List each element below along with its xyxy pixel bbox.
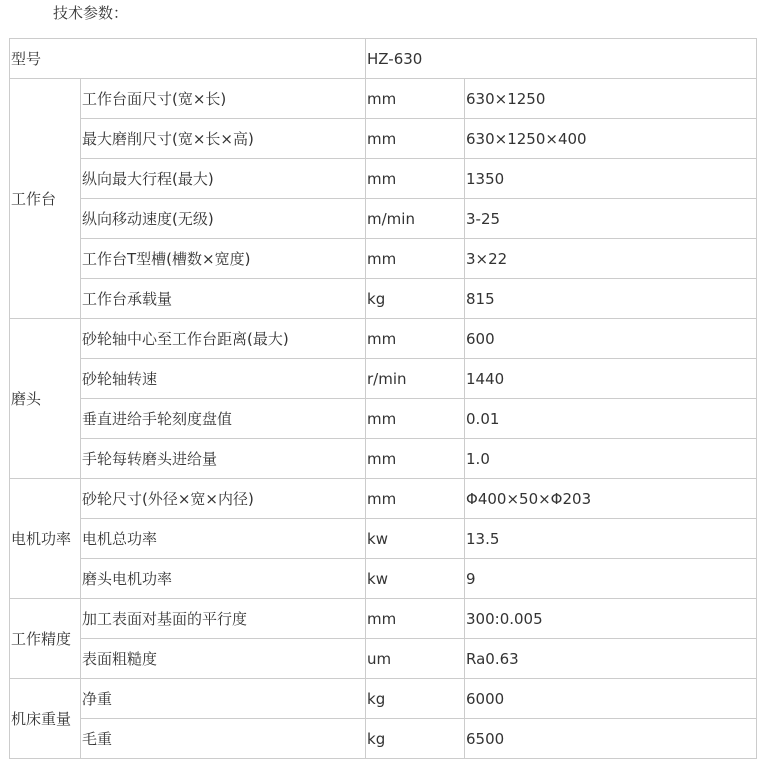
section-heading: 技术参数： xyxy=(53,4,129,22)
value-cell: 600 xyxy=(465,319,757,359)
unit-cell: kg xyxy=(366,719,465,759)
value-cell: 630×1250 xyxy=(465,79,757,119)
spec-table-body xyxy=(10,39,757,759)
value-cell: Ra0.63 xyxy=(465,639,757,679)
unit-cell: mm xyxy=(366,399,465,439)
unit-cell: mm xyxy=(366,439,465,479)
model-value: HZ-630 xyxy=(366,39,757,79)
table-row xyxy=(10,519,757,559)
value-cell: 6000 xyxy=(465,679,757,719)
table-row xyxy=(10,639,757,679)
value-cell: 815 xyxy=(465,279,757,319)
value-cell: 13.5 xyxy=(465,519,757,559)
table-row xyxy=(10,279,757,319)
unit-cell: mm xyxy=(366,119,465,159)
value-cell: 3×22 xyxy=(465,239,757,279)
param-cell: 磨头电机功率 xyxy=(81,559,366,599)
unit-cell: mm xyxy=(366,319,465,359)
param-cell: 砂轮轴转速 xyxy=(81,359,366,399)
param-cell: 垂直进给手轮刻度盘值 xyxy=(81,399,366,439)
table-row xyxy=(10,599,757,639)
spec-table xyxy=(9,38,757,759)
unit-cell: kg xyxy=(366,279,465,319)
group-label: 电机功率 xyxy=(10,479,81,599)
table-row xyxy=(10,479,757,519)
value-cell: 1.0 xyxy=(465,439,757,479)
param-cell: 纵向最大行程(最大) xyxy=(81,159,366,199)
param-cell: 毛重 xyxy=(81,719,366,759)
table-row xyxy=(10,559,757,599)
value-cell: 630×1250×400 xyxy=(465,119,757,159)
group-label: 工作台 xyxy=(10,79,81,319)
table-row xyxy=(10,199,757,239)
table-row xyxy=(10,439,757,479)
param-cell: 加工表面对基面的平行度 xyxy=(81,599,366,639)
table-row xyxy=(10,239,757,279)
unit-cell: mm xyxy=(366,479,465,519)
table-row xyxy=(10,399,757,439)
value-cell: 300:0.005 xyxy=(465,599,757,639)
value-cell: 9 xyxy=(465,559,757,599)
table-row xyxy=(10,159,757,199)
table-row xyxy=(10,679,757,719)
group-label: 工作精度 xyxy=(10,599,81,679)
unit-cell: m/min xyxy=(366,199,465,239)
unit-cell: kw xyxy=(366,559,465,599)
value-cell: 1440 xyxy=(465,359,757,399)
value-cell: 0.01 xyxy=(465,399,757,439)
model-row xyxy=(10,39,757,79)
value-cell: 3-25 xyxy=(465,199,757,239)
param-cell: 工作台面尺寸(宽×长) xyxy=(81,79,366,119)
group-label: 磨头 xyxy=(10,319,81,479)
param-cell: 纵向移动速度(无级) xyxy=(81,199,366,239)
value-cell: Φ400×50×Φ203 xyxy=(465,479,757,519)
param-cell: 工作台T型槽(槽数×宽度) xyxy=(81,239,366,279)
param-cell: 砂轮轴中心至工作台距离(最大) xyxy=(81,319,366,359)
unit-cell: mm xyxy=(366,599,465,639)
table-row xyxy=(10,79,757,119)
unit-cell: r/min xyxy=(366,359,465,399)
unit-cell: um xyxy=(366,639,465,679)
param-cell: 电机总功率 xyxy=(81,519,366,559)
param-cell: 最大磨削尺寸(宽×长×高) xyxy=(81,119,366,159)
param-cell: 表面粗糙度 xyxy=(81,639,366,679)
unit-cell: mm xyxy=(366,239,465,279)
unit-cell: kg xyxy=(366,679,465,719)
group-label: 机床重量 xyxy=(10,679,81,759)
table-row xyxy=(10,119,757,159)
unit-cell: mm xyxy=(366,79,465,119)
unit-cell: kw xyxy=(366,519,465,559)
value-cell: 1350 xyxy=(465,159,757,199)
model-label: 型号 xyxy=(10,39,366,79)
table-row xyxy=(10,719,757,759)
param-cell: 工作台承载量 xyxy=(81,279,366,319)
param-cell: 砂轮尺寸(外径×宽×内径) xyxy=(81,479,366,519)
table-row xyxy=(10,319,757,359)
unit-cell: mm xyxy=(366,159,465,199)
param-cell: 净重 xyxy=(81,679,366,719)
table-row xyxy=(10,359,757,399)
param-cell: 手轮每转磨头进给量 xyxy=(81,439,366,479)
value-cell: 6500 xyxy=(465,719,757,759)
